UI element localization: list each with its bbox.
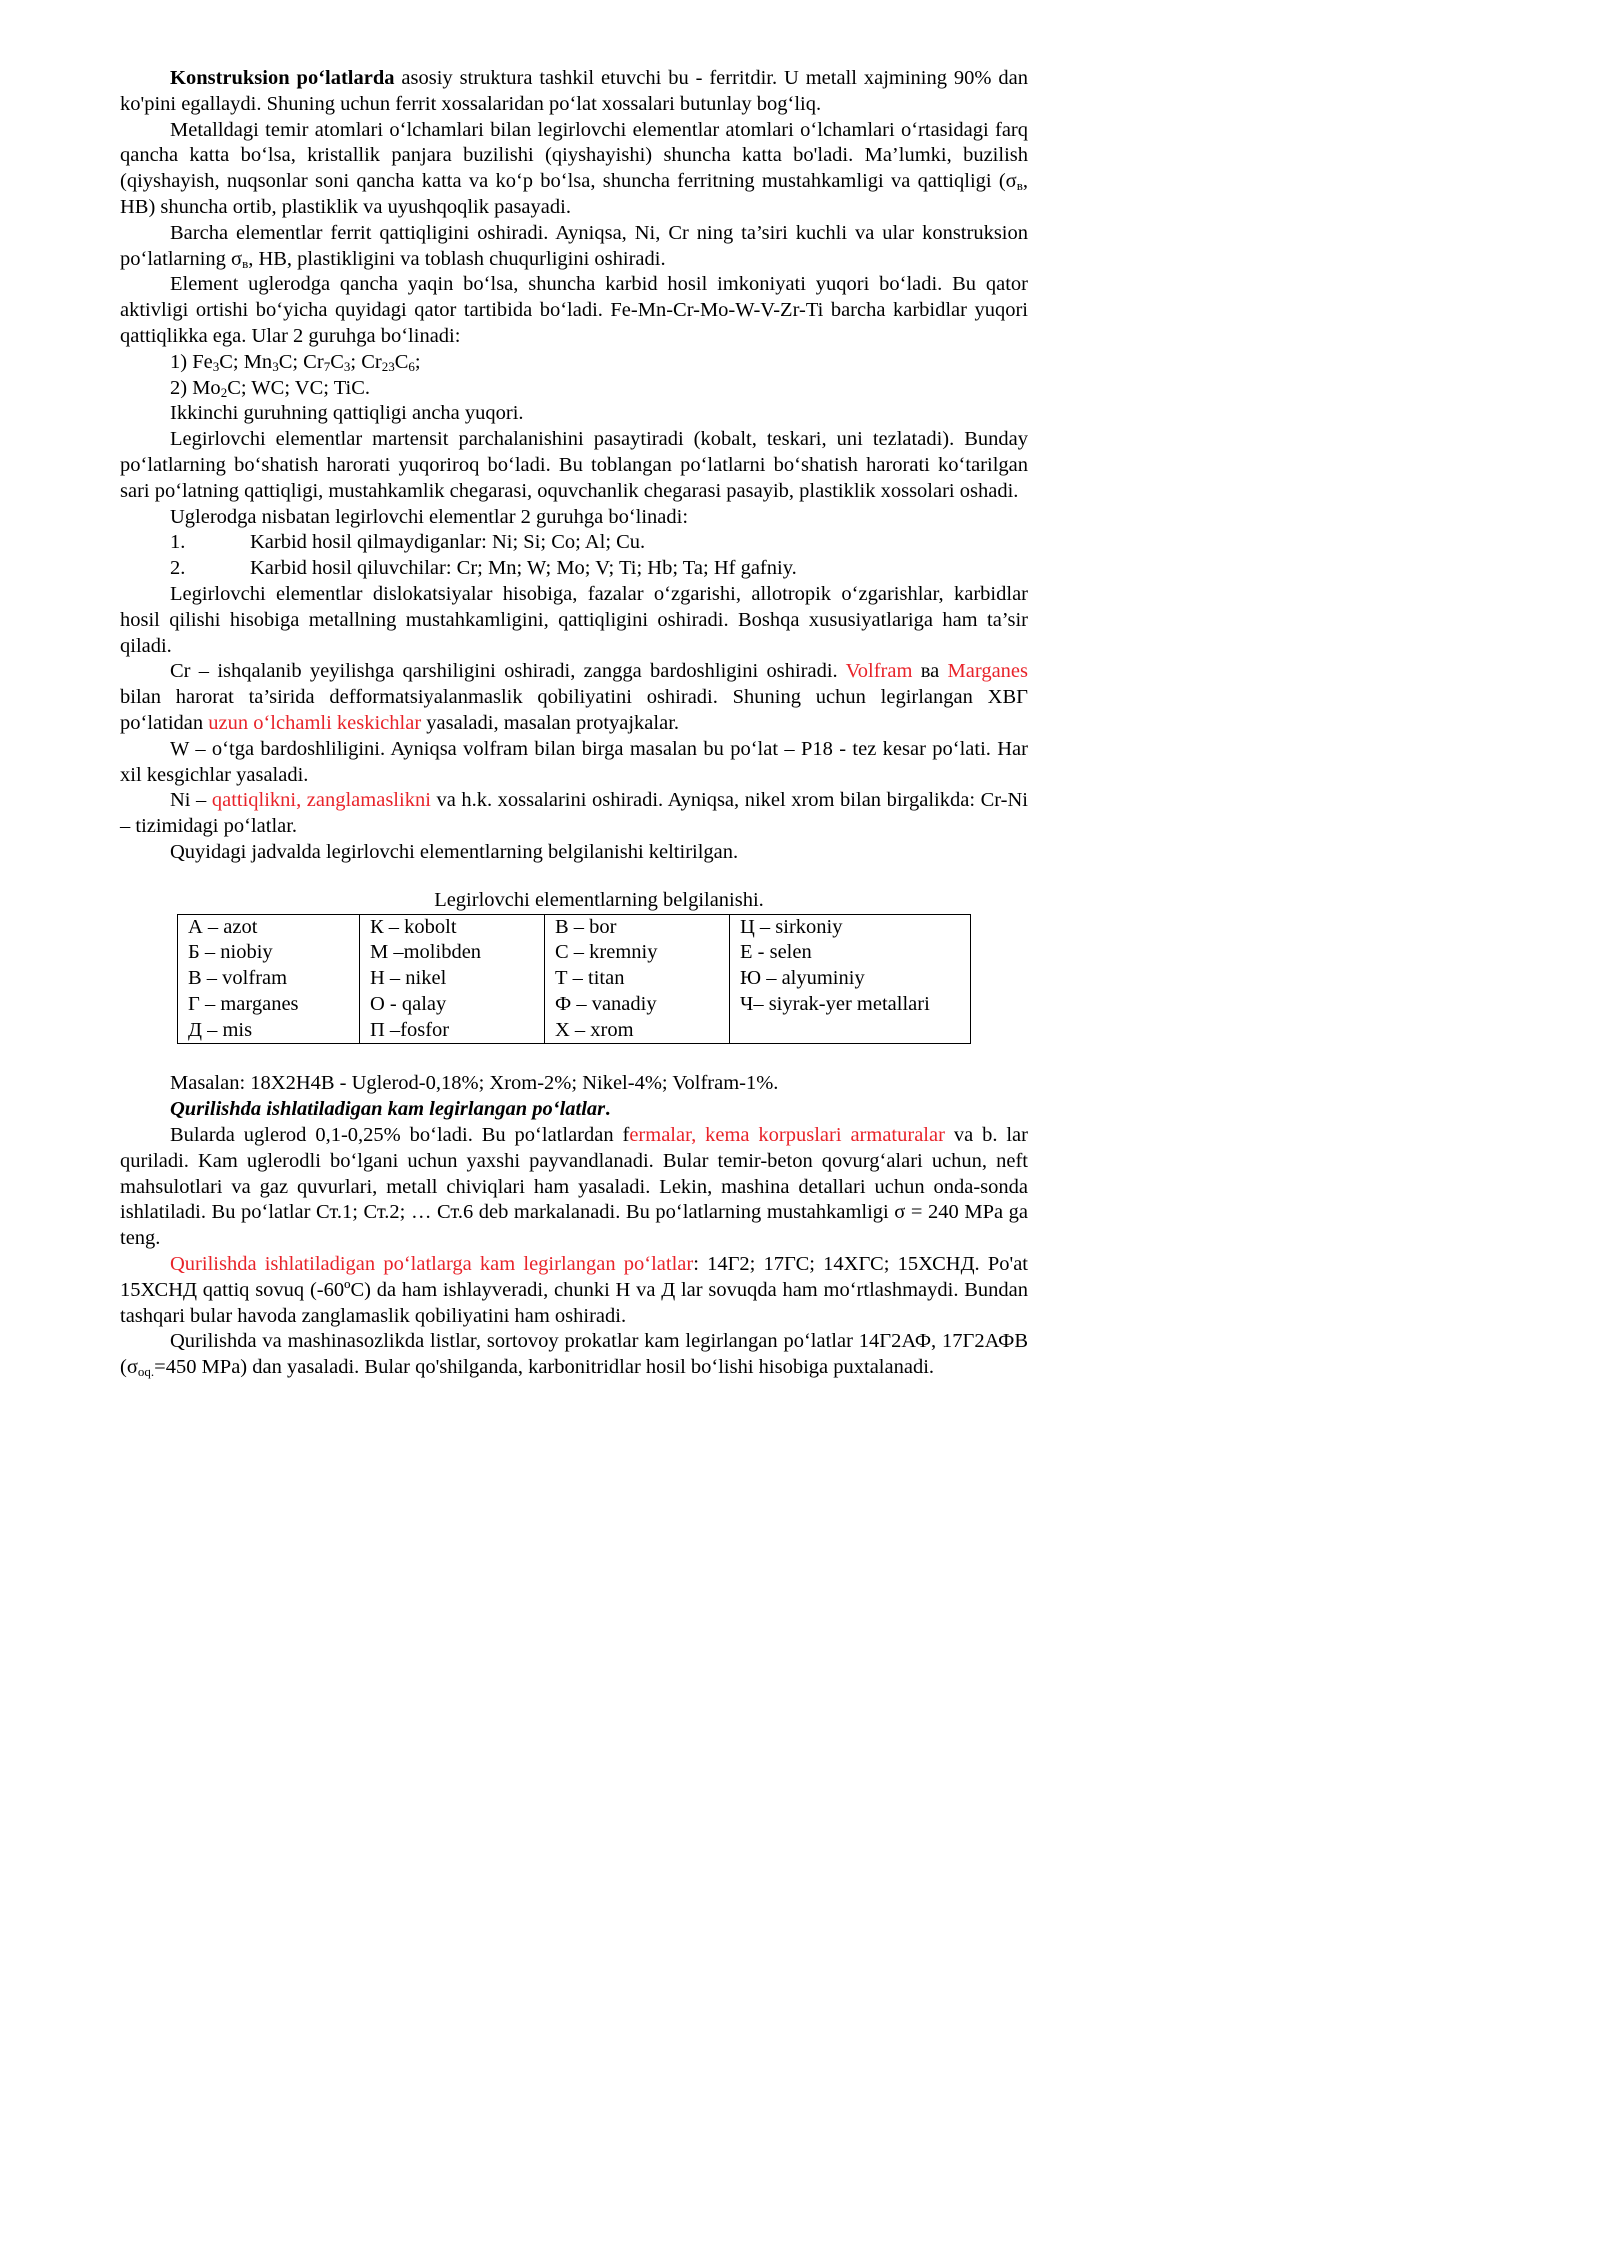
table-cell: В – volfram [188, 967, 288, 990]
subscript: в [242, 255, 249, 271]
paragraph-text: asosiy struktura tashkil etuvchi bu - ferritdir. U metall xajmining 90% dan ko'pini egallaydi. Shuning uchun ferrit xossalaridan po‘lat xossalari butunlay bog‘liq. [120, 67, 1029, 115]
carbide-group-1: 1) $Fe_3C$; $Mn_3C$; $Cr_7C_3$; $Cr_{23}C_6$; [170, 350, 421, 374]
table-cell: Г – marganes [188, 992, 299, 1015]
numbered-item-2 [120, 556, 1028, 582]
table-cell: П –fosfor [370, 1018, 450, 1041]
paragraph-text: Barcha elementlar ferrit qattiqligini oshiradi. Ayniqsa, Ni, Cr ning ta’siri kuchli va ular konstruksion po‘latlarning σ [120, 221, 1028, 270]
table-cell: Ч– siyrak-yer metallari [740, 992, 930, 1015]
highlight-text: uzun o‘lchamli keskichlar [208, 711, 422, 734]
table-cell: Н – nikel [370, 967, 447, 990]
subscript: в [1016, 178, 1023, 194]
table-column-2 [360, 914, 545, 1044]
table-column-1 [178, 914, 360, 1044]
table-cell: С – kremniy [555, 941, 658, 964]
table-cell: М –molibden [370, 941, 482, 964]
table-cell: О - qalay [370, 992, 447, 1015]
marking-example: Masalan: 18Х2Н4В - Uglerod-0,18%; Xrom-2%; Nikel-4%; Volfram-1%. [170, 1072, 779, 1095]
highlight-text: qattiqlikni, zanglamaslikni [211, 789, 431, 812]
paragraph-carbon-content: Bularda uglerod 0,1-0,25% bo‘ladi. Bu po‘latlardan fermalar, kema korpuslari armaturalar va b. lar quriladi. Kam uglerodli bo‘lgani uchun yaxshi payvandlanadi. Bular temir-beton qovurg‘alari uchun, neft mahsulotlari va gaz quvurlari, metall chiviqlari ham yasaladi. Lekin, mashina detallari uchun onda-sonda ishlatiladi. Bu po‘latlar Ст.1; Ст.2; … Ст.6 deb markalanadi. Bu po‘latlarning mustahkamligi σ = 240 MPa ga teng. [120, 1124, 1028, 1250]
document-page [120, 66, 1028, 1381]
highlight-text: ermalar, kema korpuslari armaturalar [629, 1124, 945, 1147]
highlight-text: Qurilishda ishlatiladigan po‘latlarga kam legirlangan po‘latlar [170, 1253, 694, 1276]
table-cell: Е - selen [740, 941, 812, 964]
item-number: 1. [170, 531, 186, 554]
table-cell: А – azot [188, 915, 258, 938]
paragraph-nickel: Ni – qattiqlikni, zanglamaslikni va h.k. xossalarini oshiradi. Ayniqsa, nikel xrom bilan birgalikda: Cr-Ni – tizimidagi po‘latlar. [120, 789, 1028, 838]
table-intro: Quyidagi jadvalda legirlovchi elementlarning belgilanishi keltirilgan. [170, 840, 739, 863]
table-cell: Б – niobiy [188, 941, 273, 964]
spacer [120, 1044, 1028, 1071]
table-cell: Д – mis [188, 1018, 253, 1041]
paragraph-chromium: Cr – ishqalanib yeyilishga qarshiligini oshiradi, zangga bardoshligini oshiradi. Volfram ва Marganes bilan harorat ta’sirida defformatsiyalanmaslik qobiliyatini oshiradi. Shuning uchun legirlangan ХВГ po‘latidan uzun o‘lchamli keskichlar yasaladi, masalan protyajkalar. [120, 660, 1028, 734]
table-cell: Т – titan [555, 967, 625, 990]
table-cell: Ю – alyuminiy [740, 967, 865, 990]
table-cell: Х – xrom [555, 1018, 634, 1041]
table-column-4 [730, 914, 971, 1044]
paragraph-text: , HB) shuncha ortib, plastiklik va uyushqoqlik pasayadi. [120, 170, 1028, 218]
paragraph-tungsten: W – o‘tga bardoshliligini. Ayniqsa volfram bilan birga masalan bu po‘lat – P18 - tez kesar po‘lati. Har xil kesgichlar yasaladi. [120, 737, 1028, 786]
highlight-text: Marganes [947, 660, 1028, 683]
table-cell: В – bor [555, 915, 617, 938]
paragraph-text: Metalldagi temir atomlari o‘lchamlari bilan legirlovchi elementlar atomlari o‘lchamlari o‘rtasidagi farq qancha katta bo‘lsa, kristallik panjara buzilishi (qiyshayishi) shuncha katta bo'ladi. Ma’lumki, buzilish (qiyshayish, nuqsonlar soni qancha katta va ko‘p bo‘lsa, shuncha ferritning mustahkamligi va qattiqligi (σ [120, 118, 1028, 193]
table-column-3 [545, 914, 730, 1044]
heading-text: Qurilishda ishlatiladigan kam legirlangan po‘latlar [170, 1098, 606, 1121]
table-cell: Ф – vanadiy [555, 992, 657, 1015]
second-group-note: Ikkinchi guruhning qattiqligi ancha yuqori. [170, 402, 524, 425]
paragraph-carbide-formation: Element uglerodga qancha yaqin bo‘lsa, shuncha karbid hosil imkoniyati yuqori bo‘ladi. Bu qator aktivligi ortishi bo‘yicha quyidagi qator tartibida bo‘ladi. Fe-Mn-Cr-Mo-W-V-Zr-Ti barcha karbidlar yuqori qattiqlikka ega. Ular 2 guruhga bo‘linadi: [120, 273, 1028, 347]
two-groups-intro: Uglerodga nisbatan legirlovchi elementlar 2 guruhga bo‘linadi: [170, 505, 689, 528]
numbered-item-1 [120, 530, 1028, 556]
paragraph-construction-steels [120, 66, 1028, 118]
table-cell: Ц – sirkoniy [740, 915, 843, 938]
subscript: oq. [137, 1364, 155, 1380]
paragraph-ferrite-hardness [120, 221, 1028, 273]
section-heading: Qurilishda ishlatiladigan kam legirlangan po‘latlar. [170, 1098, 611, 1121]
item-text: Karbid hosil qiluvchilar: Cr; Mn; W; Mo; V; Ti; Hb; Ta; Hf gafniy. [250, 557, 797, 580]
element-designation-table [177, 914, 971, 1045]
table-cell: К – kobolt [370, 915, 457, 938]
table-caption: Legirlovchi elementlarning belgilanishi. [434, 888, 764, 911]
item-text: Karbid hosil qilmaydiganlar: Ni; Si; Co; Al; Cu. [250, 531, 646, 554]
highlight-text: Volfram [845, 660, 913, 683]
paragraph-dislocations: Legirlovchi elementlar dislokatsiyalar hisobiga, fazalar o‘zgarishi, allotropik o‘zgarishlar, karbidlar hosil qilishi hisobiga metallning mustahkamligini, qattiqligini oshiradi. Boshqa xususiyatlariga ham ta’sir qiladi. [120, 582, 1028, 657]
bold-term: Konstruksion po‘latlarda [170, 67, 395, 89]
carbide-group-2: 2) $Mo_2C$; WC; VC; TiC. [170, 376, 371, 400]
paragraph-low-alloy-grades: Qurilishda ishlatiladigan po‘latlarga kam legirlangan po‘latlar: 14Г2; 17ГС; 14ХГС; 15ХСНД. Po'at 15ХСНД qattiq sovuq (-60ºC) da ham ishlayveradi, chunki Н va Д lar sovuqda ham mo‘rtlashmaydi. Bundan tashqari bular havoda zanglamaslik qobiliyatini ham oshiradi. [120, 1253, 1028, 1327]
paragraph-machine-building: Qurilishda va mashinasozlikda listlar, sortovoy prokatlar kam legirlangan po‘latlar 14Г2АФ, 17Г2АФВ ($\sigma_{oq.}=450$ MPa) dan yasaladi. Bular qo'shilganda, karbonitridlar hosil bo‘lishi hisobiga puxtalanadi. [120, 1330, 1028, 1380]
item-number: 2. [170, 557, 186, 580]
paragraph-martensite: Legirlovchi elementlar martensit parchalanishini pasaytiradi (kobalt, teskari, uni tezlatadi). Bunday po‘latlarning bo‘shatish harorati yuqoriroq bo‘ladi. Bu toblangan po‘latlarni bo‘shatish harorati ko‘tarilgan sari po‘latning qattiqligi, mustahkamlik chegarasi, oquvchanlik chegarasi pasayib, plastiklik xossolari oshadi. [120, 428, 1028, 502]
paragraph-text: , HB, plastikligini va toblash chuqurligini oshiradi. [248, 247, 666, 270]
paragraph-atom-sizes [120, 118, 1028, 221]
